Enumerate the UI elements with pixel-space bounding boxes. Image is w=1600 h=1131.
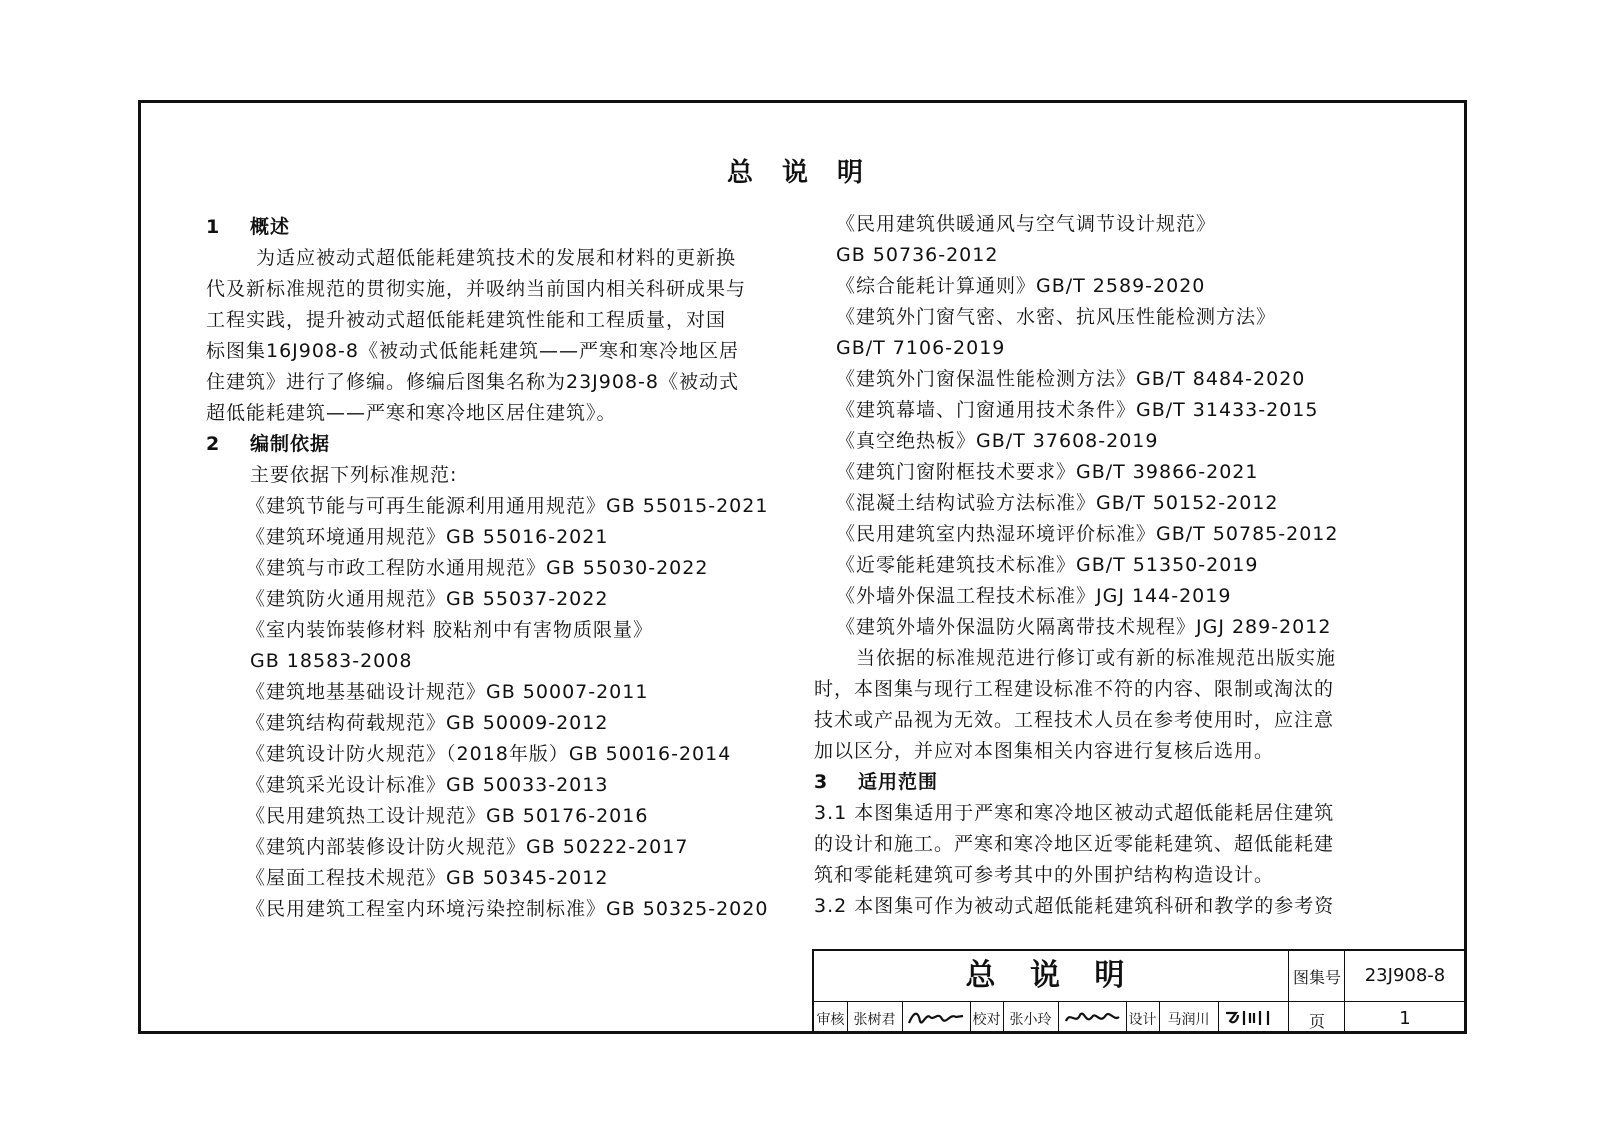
text-line: 为适应被动式超低能耗建筑技术的发展和材料的更新换 <box>256 247 737 269</box>
standard-reference: 《建筑结构荷载规范》GB 50009-2012 <box>246 712 609 734</box>
text-line: 加以区分，并应对本图集相关内容进行复核后选用。 <box>814 740 1275 762</box>
standard-reference: 《建筑与市政工程防水通用规范》GB 55030-2022 <box>246 557 709 579</box>
standard-reference: 《建筑设计防火规范》（2018年版）GB 50016-2014 <box>246 743 732 765</box>
text-line: 时，本图集与现行工程建设标准不符的内容、限制或淘汰的 <box>814 678 1335 700</box>
text-line: 3.1 本图集适用于严寒和寒冷地区被动式超低能耗居住建筑 <box>814 802 1335 824</box>
standard-reference: 《建筑外门窗气密、水密、抗风压性能检测方法》 <box>836 306 1277 328</box>
section-heading <box>206 429 786 460</box>
standard-reference: 《建筑采光设计标准》GB 50033-2013 <box>246 774 609 796</box>
title-block-title: 总 说 明 <box>965 958 1137 993</box>
standard-reference: 《民用建筑工程室内环境污染控制标准》GB 50325-2020 <box>246 898 769 920</box>
page-number: 1 <box>1399 1008 1411 1029</box>
section-title: 概述 <box>250 216 291 238</box>
section-number: 2 <box>206 433 221 455</box>
text-line: 筑和零能耗建筑可参考其中的外围护结构构造设计。 <box>814 864 1275 886</box>
design-label: 设计 <box>1128 1012 1157 1028</box>
standard-reference: 《建筑节能与可再生能源利用通用规范》GB 55015-2021 <box>246 495 769 517</box>
review-name: 张树君 <box>853 1012 896 1028</box>
standard-reference: 《建筑环境通用规范》GB 55016-2021 <box>246 526 609 548</box>
review-label: 审核 <box>816 1012 845 1028</box>
section-number: 1 <box>206 216 221 238</box>
check-signature <box>1062 1007 1122 1029</box>
standard-reference: 《民用建筑供暖通风与空气调节设计规范》 <box>836 213 1217 235</box>
section-title: 适用范围 <box>858 771 939 793</box>
title-block <box>812 949 1464 1031</box>
review-signature <box>906 1007 966 1029</box>
atlas-number: 23J908-8 <box>1364 965 1446 986</box>
standard-reference: 工程实践，提升被动式超低能耗建筑性能和工程质量，对国 <box>206 309 727 331</box>
standard-reference: 《混凝土结构试验方法标准》GB/T 50152-2012 <box>836 492 1279 514</box>
text-line: 主要依据下列标准规范: <box>250 464 458 486</box>
title-block-divider <box>1288 951 1289 1031</box>
standard-reference: 住建筑》进行了修编。修编后图集名称为23J908-8《被动式 <box>206 371 739 393</box>
standard-reference: 《建筑外墙外保温防火隔离带技术规程》JGJ 289-2012 <box>836 616 1332 638</box>
section-number: 3 <box>814 771 829 793</box>
standard-reference: 《建筑外门窗保温性能检测方法》GB/T 8484-2020 <box>836 368 1306 390</box>
standard-reference: 《建筑内部装修设计防火规范》GB 50222-2017 <box>246 836 689 858</box>
standard-reference: 《屋面工程技术规范》GB 50345-2012 <box>246 867 609 889</box>
standard-reference: 《建筑地基基础设计规范》GB 50007-2011 <box>246 681 649 703</box>
text-line: 3.2 本图集可作为被动式超低能耗建筑科研和教学的参考资 <box>814 895 1335 917</box>
standard-reference: GB/T 7106-2019 <box>836 337 1006 359</box>
design-signature <box>1222 1007 1284 1029</box>
title-block-divider <box>1344 951 1345 1031</box>
standard-reference: 《室内装饰装修材料 胶粘剂中有害物质限量》 <box>246 619 654 641</box>
standard-reference: 《综合能耗计算通则》GB/T 2589-2020 <box>836 275 1206 297</box>
right-column <box>814 209 1406 922</box>
page-title: 总 说 明 <box>726 158 874 188</box>
left-column <box>206 212 786 925</box>
standard-reference: 《建筑幕墙、门窗通用技术条件》GB/T 31433-2015 <box>836 399 1319 421</box>
standard-reference: 《民用建筑室内热湿环境评价标准》GB/T 50785-2012 <box>836 523 1339 545</box>
section-heading <box>814 767 1406 798</box>
check-label: 校对 <box>972 1012 1001 1028</box>
standard-reference: 超低能耗建筑——严寒和寒冷地区居住建筑》。 <box>206 402 617 424</box>
standard-reference: 《真空绝热板》GB/T 37608-2019 <box>836 430 1159 452</box>
standard-reference: 《建筑防火通用规范》GB 55037-2022 <box>246 588 609 610</box>
standard-reference: 《近零能耗建筑技术标准》GB/T 51350-2019 <box>836 554 1259 576</box>
section-heading <box>206 212 786 243</box>
standard-reference: 代及新标准规范的贯彻实施，并吸纳当前国内相关科研成果与 <box>206 278 747 300</box>
standard-reference: 《建筑门窗附框技术要求》GB/T 39866-2021 <box>836 461 1259 483</box>
text-line: GB 18583-2008 <box>250 650 413 672</box>
atlas-number-label: 图集号 <box>1292 968 1341 987</box>
standard-reference: 标图集16J908-8《被动式低能耗建筑——严寒和寒冷地区居 <box>206 340 739 362</box>
check-name: 张小玲 <box>1009 1012 1052 1028</box>
standard-reference: 《民用建筑热工设计规范》GB 50176-2016 <box>246 805 649 827</box>
section-title: 编制依据 <box>250 433 331 455</box>
design-name: 马润川 <box>1167 1012 1210 1028</box>
text-line: 的设计和施工。严寒和寒冷地区近零能耗建筑、超低能耗建 <box>814 833 1335 855</box>
standard-reference: GB 50736-2012 <box>836 244 999 266</box>
title-block-divider <box>814 1001 1464 1002</box>
text-line: 当依据的标准规范进行修订或有新的标准规范出版实施 <box>856 647 1337 669</box>
text-line: 技术或产品视为无效。工程技术人员在参考使用时，应注意 <box>814 709 1335 731</box>
standard-reference: 《外墙外保温工程技术标准》JGJ 144-2019 <box>836 585 1232 607</box>
page-label: 页 <box>1308 1012 1325 1031</box>
